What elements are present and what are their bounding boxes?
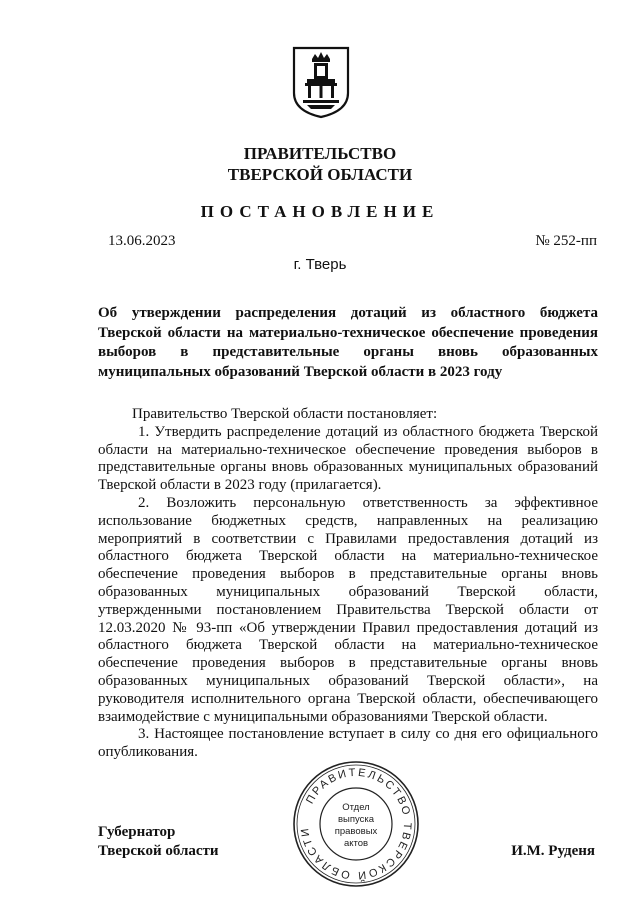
- document-number: № 252-пп: [535, 233, 597, 249]
- stamp-center-line4: актов: [343, 838, 369, 849]
- body-intro: Правительство Тверской области постановляет:: [132, 406, 438, 422]
- body-paragraph-2: 2. Возложить персональную ответственность за эффективное использование бюджетных средств, направленных на реализацию мероприятий в соответствии с Правилами предоставления дотаций из областного бюджета Тверской области на материально-техническое обеспечение проведения выборов в представительные органы вновь образованных муниципальных образований Тверской области, утвержденными постановлением Правительства Тверской области от 12.03.2020 № 93-пп «Об утверждении Правил предоставления дотаций из областного бюджета Тверской области на материально-техническое обеспечение проведения выборов в представительные органы вновь образованных муниципальных образований Тверской области», на руководителя исполнительного органа Тверской области, обеспечивающего взаимодействие с муниципальными образованиями Тверской области.: [98, 494, 598, 725]
- stamp-center-line3: правовых: [334, 826, 378, 837]
- document-title: Об утверждении распределения дотаций из областного бюджета Тверской области на материально-техническое обеспечение проведения выборов в представительные органы вновь образованных муниципальных образований Тверской области в 2023 году: [98, 305, 598, 380]
- body-paragraph-1: 1. Утвердить распределение дотаций из областного бюджета Тверской области на материально-техническое обеспечение проведения выборов в представительные органы вновь образованных муниципальных образований Тверской области в 2023 году (прилагается).: [98, 423, 598, 494]
- document-city: г. Тверь: [293, 256, 347, 273]
- org-name-line2: ТВЕРСКОЙ ОБЛАСТИ: [227, 165, 413, 184]
- stamp-center-line1: Отдел: [342, 802, 370, 813]
- official-stamp: [290, 758, 422, 890]
- coat-of-arms-icon: [291, 45, 351, 119]
- signatory-position: [98, 823, 219, 861]
- org-name-line1: ПРАВИТЕЛЬСТВО: [243, 144, 397, 163]
- document-date: 13.06.2023: [108, 233, 176, 249]
- signatory-position-line2: Тверской области: [98, 843, 219, 859]
- document-body: [98, 406, 598, 762]
- stamp-ring-text: ПРАВИТЕЛЬСТВО ТВЕРСКОЙ ОБЛАСТИ: [298, 766, 414, 882]
- signatory-name: И.М. Руденя: [511, 843, 595, 859]
- stamp-center-line2: выпуска: [337, 814, 375, 825]
- body-paragraph-3: 3. Настоящее постановление вступает в силу со дня его официального опубликования.: [98, 726, 598, 761]
- document-type: ПОСТАНОВЛЕНИЕ: [200, 202, 440, 221]
- signatory-position-line1: Губернатор: [98, 824, 176, 840]
